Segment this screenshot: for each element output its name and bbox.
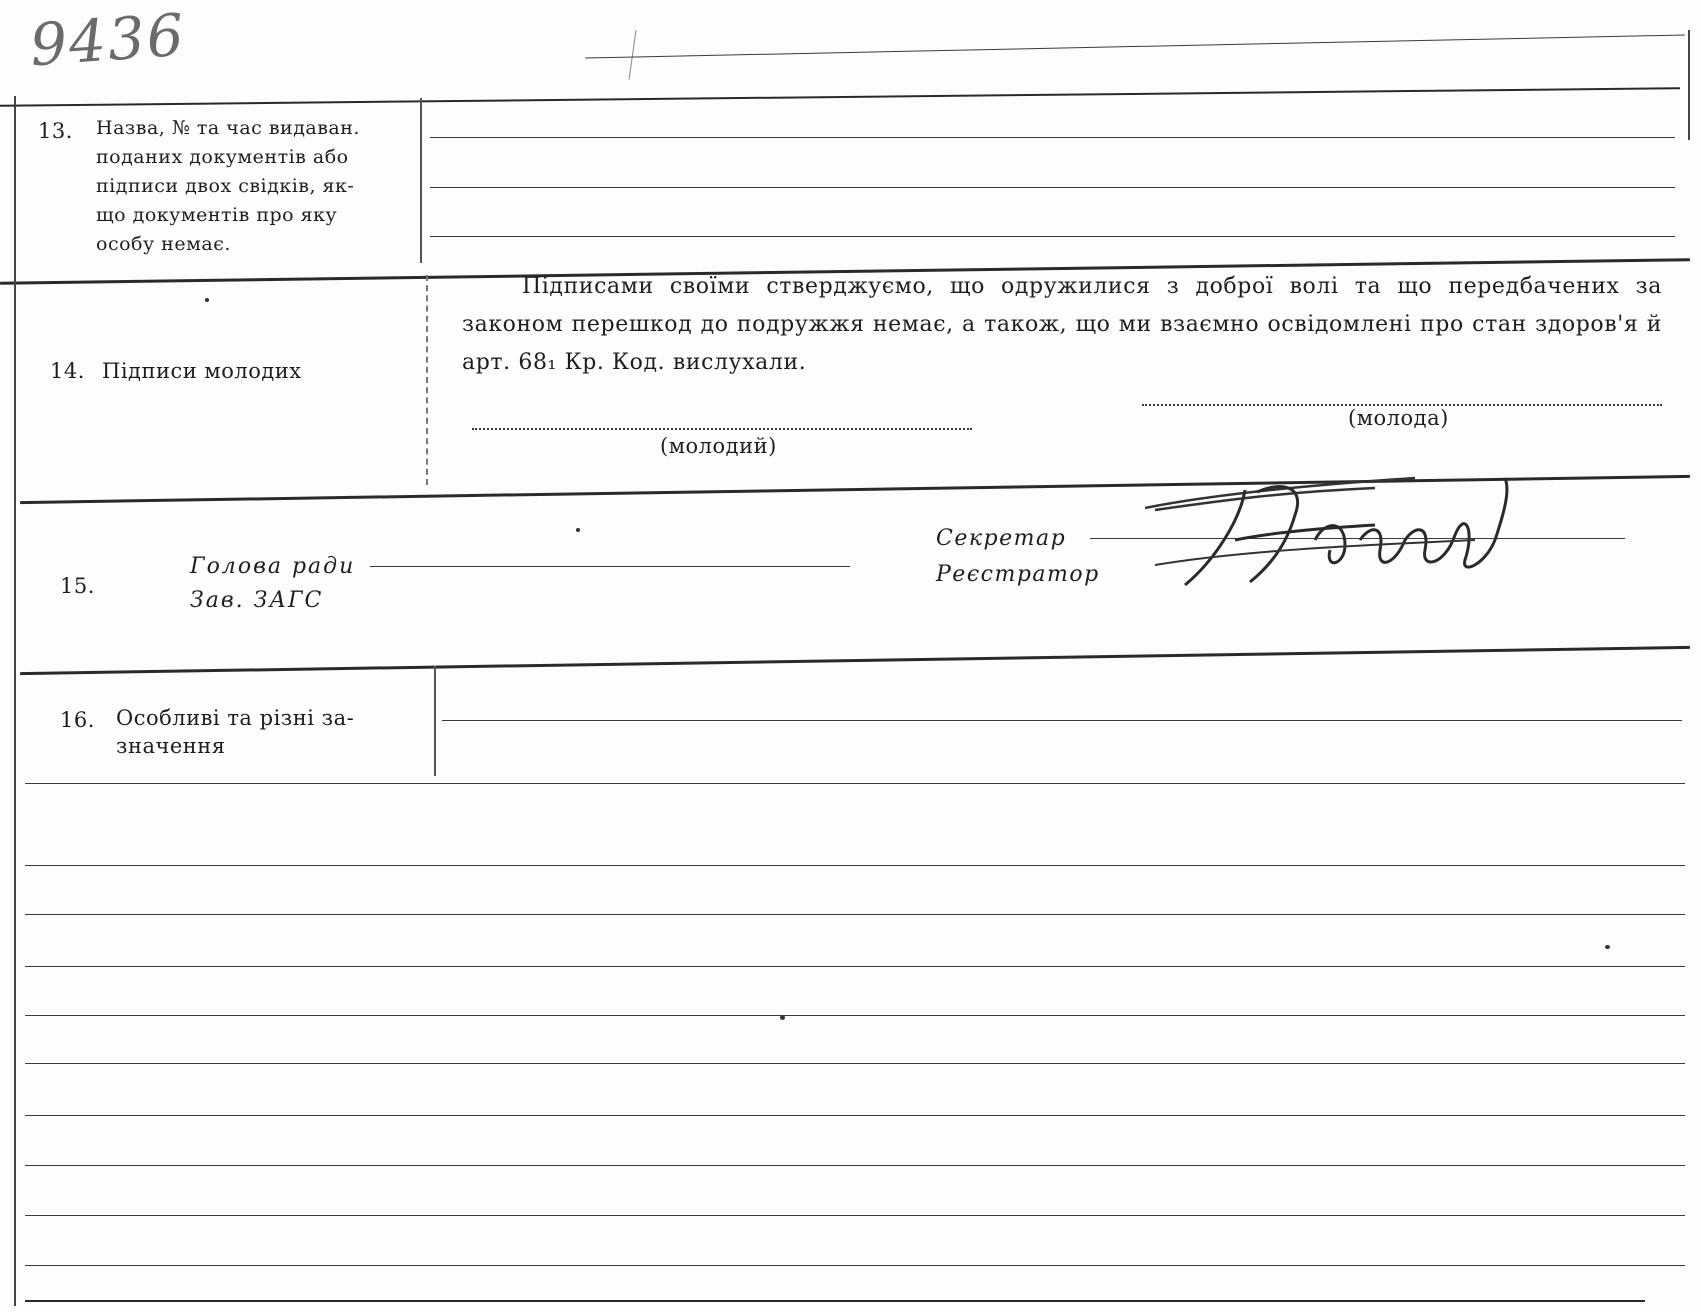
row16-label [116,704,416,760]
row14-divider [426,275,428,485]
left-border [14,96,16,1306]
row15-number: 15. [60,574,95,598]
ruled-line [25,865,1685,866]
chair-label: Голова ради [190,554,356,579]
row13-top-rule [0,87,1680,107]
bottom-rule [25,1300,1645,1302]
head-label: Зав. ЗАГС [190,588,324,613]
row13-label-line: Назва, № та час видаван. [96,117,360,139]
row13-number: 13. [38,119,73,143]
speck [576,528,580,532]
ruled-line [25,1215,1685,1216]
right-border [1688,30,1690,140]
top-rule [585,34,1685,58]
ruled-line [25,783,1685,784]
ruled-line [25,1115,1685,1116]
row16-label-line: Особливі та різні за- [116,706,355,730]
archive-number: 9436 [27,0,188,80]
row13-fill-line [430,137,1675,138]
row13-divider [420,98,422,263]
groom-signature-line [472,428,972,430]
chair-signature-line [370,566,850,567]
speck [780,1015,785,1020]
speck [1605,945,1610,949]
bride-caption: (молода) [1348,406,1449,430]
row16-label-line: значення [116,734,226,758]
ruled-line [25,1015,1685,1016]
row16-top-rule [20,646,1690,675]
row13-label-line: особу немає. [96,233,231,255]
secretary-signature [1145,470,1525,600]
secretary-label: Секретар [936,526,1067,551]
row16-divider [434,666,436,776]
row16-fill-line [442,720,1682,721]
registrar-label: Реєстратор [936,562,1100,587]
ruled-line [25,914,1685,915]
row13-fill-line [430,187,1675,188]
ruled-line [25,1165,1685,1166]
row14-number: 14. [50,359,85,383]
row13-label-line: підписи двох свідків, як- [96,175,355,197]
ruled-line [25,1063,1685,1064]
row16-number: 16. [60,708,95,732]
marriage-statement: Підписами своїми стверджуємо, що одружилися з доброї волі та що передбачених за законом перешкод до подружжя немає, а також, що ми взаємно освідомлені про стан здоров'я й арт. 68₁ Кр. Код. вислухали. [462,274,1662,375]
speck [205,298,209,302]
row13-label [96,114,406,259]
pencil-mark [629,30,637,80]
row14-label: Підписи молодих [102,359,302,383]
row13-label-line: що документів про яку [96,204,338,226]
row13-fill-line [430,236,1675,237]
row13-label-line: поданих документів або [96,146,349,168]
ruled-line [25,1265,1685,1266]
groom-caption: (молодий) [660,434,777,458]
ruled-line [25,966,1685,967]
